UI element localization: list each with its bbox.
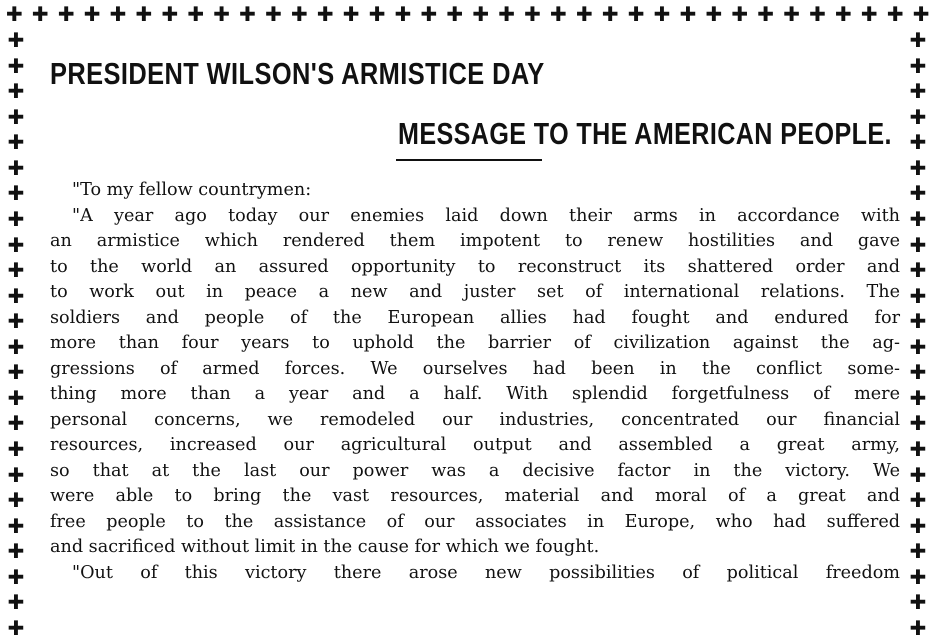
cross-ornament-icon: ✚	[524, 2, 541, 26]
ornamental-border-right	[906, 30, 930, 638]
cross-ornament-icon: ✚	[7, 206, 25, 231]
cross-ornament-icon: ✚	[912, 2, 930, 26]
cross-ornament-icon: ✚	[909, 104, 927, 129]
cross-ornament-icon: ✚	[6, 2, 23, 26]
cross-ornament-icon: ✚	[7, 462, 25, 487]
article-line: free people to the assistance of our associates in Europe, who had suffered	[50, 511, 900, 532]
article-line: "To my fellow countrymen:	[72, 180, 312, 200]
cross-ornament-icon: ✚	[909, 615, 927, 640]
headline-line-1: PRESIDENT WILSON'S ARMISTICE DAY	[50, 56, 545, 91]
cross-ornament-icon: ✚	[7, 513, 25, 538]
cross-ornament-icon: ✚	[7, 53, 25, 78]
cross-ornament-icon: ✚	[7, 155, 25, 180]
article-line: an armistice which rendered them impotent to renew hostilities and gave	[50, 231, 900, 251]
article-line: resources, increased our agricultural output and assembled a great army,	[50, 435, 900, 455]
cross-ornament-icon: ✚	[909, 334, 927, 359]
article-line: and sacrificed without limit in the cause for which we fought.	[50, 537, 600, 557]
article-line: so that at the last our power was a decisive factor in the victory. We	[50, 460, 900, 481]
cross-ornament-icon: ✚	[7, 309, 25, 334]
cross-ornament-icon: ✚	[31, 2, 49, 26]
ornamental-border-top	[6, 0, 930, 28]
cross-ornament-icon: ✚	[705, 2, 723, 26]
cross-ornament-icon: ✚	[7, 79, 25, 104]
cross-ornament-icon: ✚	[109, 2, 127, 26]
cross-ornament-icon: ✚	[446, 2, 464, 26]
cross-ornament-icon: ✚	[909, 513, 927, 538]
cross-ornament-icon: ✚	[909, 590, 927, 615]
cross-ornament-icon: ✚	[886, 2, 904, 26]
cross-ornament-icon: ✚	[161, 2, 179, 26]
cross-ornament-icon: ✚	[394, 2, 412, 26]
article-line: soldiers and people of the European allies had fought and endured for	[50, 307, 900, 328]
cross-ornament-icon: ✚	[909, 79, 927, 104]
article-line: gressions of armed forces. We ourselves had been in the conflict some-	[50, 358, 900, 379]
cross-ornament-icon: ✚	[368, 2, 386, 26]
cross-ornament-icon: ✚	[909, 130, 927, 155]
cross-ornament-icon: ✚	[213, 2, 231, 26]
cross-ornament-icon: ✚	[7, 437, 25, 461]
cross-ornament-icon: ✚	[909, 488, 927, 513]
cross-ornament-icon: ✚	[757, 2, 775, 26]
cross-ornament-icon: ✚	[909, 206, 927, 231]
cross-ornament-icon: ✚	[909, 181, 927, 206]
cross-ornament-icon: ✚	[909, 28, 927, 52]
article-line: "Out of this victory there arose new possibilities of political freedom	[72, 562, 900, 583]
cross-ornament-icon: ✚	[7, 28, 25, 52]
cross-ornament-icon: ✚	[7, 539, 25, 564]
cross-ornament-icon: ✚	[7, 385, 25, 410]
cross-ornament-icon: ✚	[809, 2, 826, 26]
cross-ornament-icon: ✚	[83, 2, 101, 26]
ornamental-border-left	[4, 30, 28, 638]
cross-ornament-icon: ✚	[472, 2, 490, 26]
headline-line-2: MESSAGE TO THE AMERICAN PEOPLE.	[398, 116, 892, 151]
cross-ornament-icon: ✚	[679, 2, 697, 26]
cross-ornament-icon: ✚	[627, 2, 645, 26]
cross-ornament-icon: ✚	[783, 2, 800, 26]
cross-ornament-icon: ✚	[909, 437, 927, 461]
article-line: to the world an assured opportunity to reconstruct its shattered order and	[50, 256, 900, 277]
cross-ornament-icon: ✚	[290, 2, 308, 26]
cross-ornament-icon: ✚	[909, 564, 927, 589]
cross-ornament-icon: ✚	[265, 2, 282, 26]
cross-ornament-icon: ✚	[7, 411, 25, 436]
cross-ornament-icon: ✚	[7, 590, 25, 615]
cross-ornament-icon: ✚	[909, 283, 927, 308]
cross-ornament-icon: ✚	[7, 360, 25, 385]
cross-ornament-icon: ✚	[7, 283, 25, 308]
cross-ornament-icon: ✚	[187, 2, 205, 26]
article-line: more than four years to uphold the barrier of civilization against the ag-	[50, 333, 900, 353]
cross-ornament-icon: ✚	[731, 2, 749, 26]
cross-ornament-icon: ✚	[57, 2, 75, 26]
cross-ornament-icon: ✚	[135, 2, 153, 26]
article-line: were able to bring the vast resources, material and moral of a great and	[50, 486, 900, 506]
cross-ornament-icon: ✚	[7, 564, 25, 589]
cross-ornament-icon: ✚	[7, 258, 25, 283]
article-line: to work out in peace a new and juster set of international relations. The	[50, 282, 900, 302]
headline-rule	[396, 159, 542, 161]
cross-ornament-icon: ✚	[909, 462, 927, 487]
cross-ornament-icon: ✚	[909, 385, 927, 410]
cross-ornament-icon: ✚	[239, 2, 256, 26]
cross-ornament-icon: ✚	[860, 2, 878, 26]
cross-ornament-icon: ✚	[7, 130, 25, 155]
cross-ornament-icon: ✚	[420, 2, 438, 26]
cross-ornament-icon: ✚	[7, 104, 25, 129]
cross-ornament-icon: ✚	[7, 232, 25, 257]
cross-ornament-icon: ✚	[909, 53, 927, 78]
cross-ornament-icon: ✚	[7, 181, 25, 206]
cross-ornament-icon: ✚	[909, 360, 927, 385]
article-body	[50, 178, 900, 586]
cross-ornament-icon: ✚	[909, 232, 927, 257]
cross-ornament-icon: ✚	[498, 2, 515, 26]
cross-ornament-icon: ✚	[909, 258, 927, 283]
cross-ornament-icon: ✚	[601, 2, 619, 26]
cross-ornament-icon: ✚	[653, 2, 671, 26]
cross-ornament-icon: ✚	[316, 2, 334, 26]
article-line: "A year ago today our enemies laid down their arms in accordance with	[72, 205, 900, 226]
cross-ornament-icon: ✚	[909, 539, 927, 564]
cross-ornament-icon: ✚	[909, 155, 927, 180]
cross-ornament-icon: ✚	[7, 334, 25, 359]
cross-ornament-icon: ✚	[835, 2, 852, 26]
cross-ornament-icon: ✚	[550, 2, 567, 26]
cross-ornament-icon: ✚	[909, 411, 927, 436]
cross-ornament-icon: ✚	[342, 2, 360, 26]
article-line: personal concerns, we remodeled our industries, concentrated our financial	[50, 409, 900, 430]
article-line: thing more than a year and a half. With splendid forgetfulness of mere	[50, 384, 900, 404]
cross-ornament-icon: ✚	[7, 615, 25, 640]
cross-ornament-icon: ✚	[909, 309, 927, 334]
cross-ornament-icon: ✚	[575, 2, 593, 26]
cross-ornament-icon: ✚	[7, 488, 25, 513]
